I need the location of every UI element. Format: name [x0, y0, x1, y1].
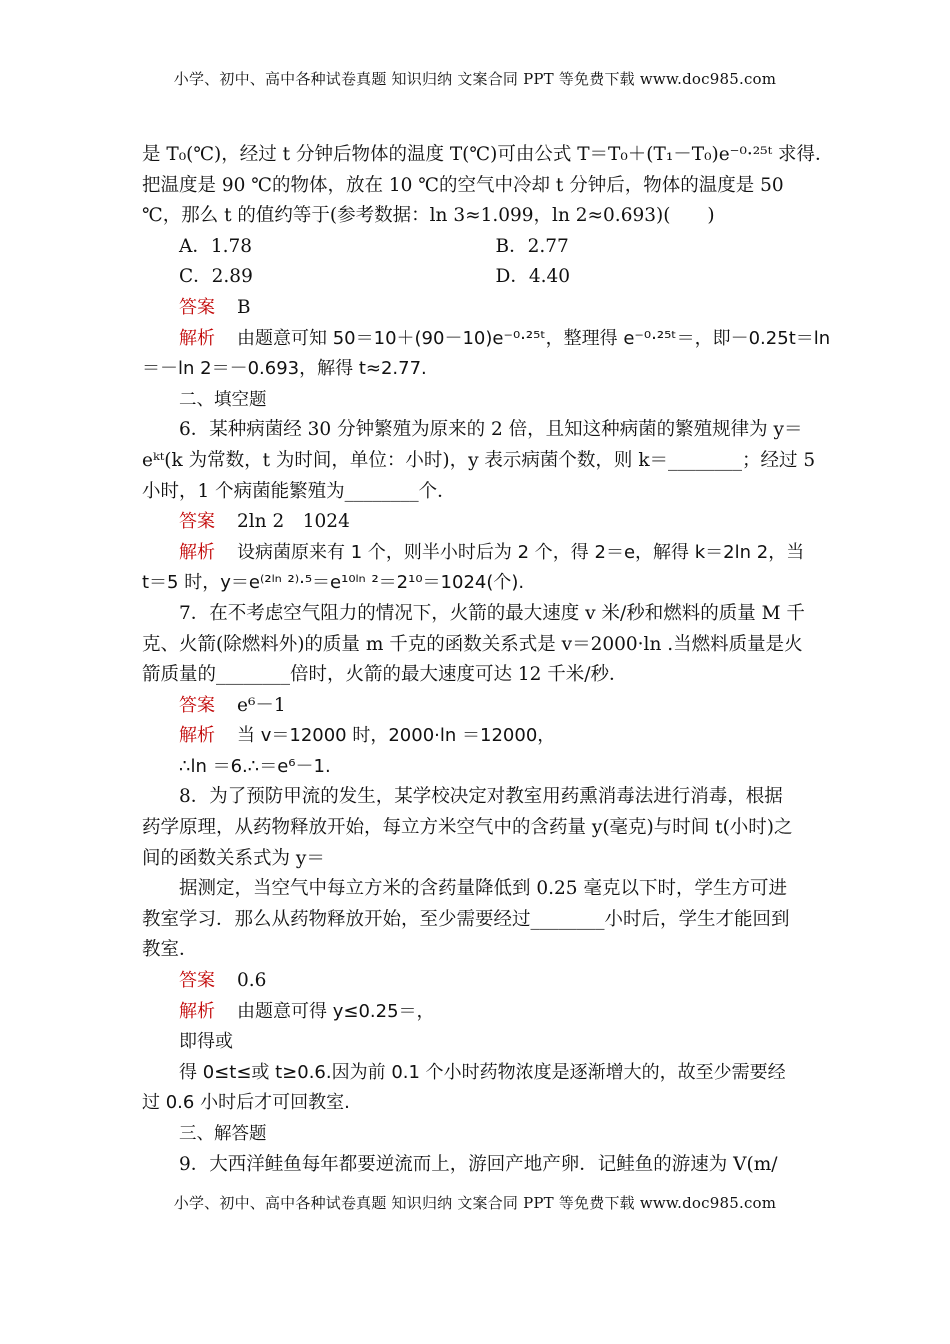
q5-option-b: B．2.77 — [495, 235, 569, 257]
q7-line-2: 克、火箭(除燃料外)的质量 m 千克的函数关系式是 v＝2000·ln .当燃料质量是火 — [142, 633, 803, 655]
q8-analysis-text-2: 即得或 — [179, 1031, 233, 1053]
answer-label: 答案 — [179, 511, 215, 533]
q7-analysis-text-2: ∴ln ＝6.∴＝e⁶－1. — [179, 755, 331, 777]
q9-line-1: 9．大西洋鲑鱼每年都要逆流而上，游回产地产卵．记鲑鱼的游速为 V(m/ — [179, 1153, 778, 1175]
q7-analysis — [142, 721, 812, 752]
q8-line-6: 教室． — [142, 939, 198, 961]
q6-analysis-text-2: t＝5 时，y＝e⁽²ˡⁿ ²⁾·⁵＝e¹⁰ˡⁿ ²＝2¹⁰＝1024(个). — [142, 572, 525, 594]
section-solve: 三、解答题 — [179, 1124, 267, 1144]
q5-line-1: 是 T₀(℃)，经过 t 分钟后物体的温度 T(℃)可由公式 T＝T₀＋(T₁－T₀)e⁻⁰·²⁵ᵗ 求得． — [142, 144, 834, 165]
q5-answer — [142, 293, 812, 324]
q8-line-4: 据测定，当空气中每立方米的含药量降低到 0.25 毫克以下时，学生方可进 — [179, 878, 787, 900]
q5-answer-value: B — [237, 296, 251, 318]
q8-answer-value: 0.6 — [237, 970, 267, 992]
q8-answer — [142, 966, 812, 997]
analysis-label: 解析 — [179, 1000, 215, 1022]
q8-analysis-text-3: 得 0≤t≤或 t≥0.6.因为前 0.1 个小时药物浓度是逐渐增大的，故至少需要经 — [179, 1061, 786, 1083]
analysis-label: 解析 — [179, 327, 215, 349]
q8-line-2: 药学原理，从药物释放开始，每立方米空气中的含药量 y(毫克)与时间 t(小时)之 — [142, 817, 793, 839]
q5-line-2: 把温度是 90 ℃的物体，放在 10 ℃的空气中冷却 t 分钟后，物体的温度是 50 — [142, 174, 784, 196]
q5-options-row-2 — [142, 262, 812, 293]
page-footer: 小学、初中、高中各种试卷真题 知识归纳 文案合同 PPT 等免费下载 www.doc985.com — [173, 1194, 777, 1212]
q6-answer — [142, 507, 812, 538]
q8-line-1: 8．为了预防甲流的发生，某学校决定对教室用药熏消毒法进行消毒，根据 — [179, 786, 783, 808]
q6-line-3: 小时，1 个病菌能繁殖为________个． — [142, 480, 456, 502]
q8-line-5: 教室学习．那么从药物释放开始，至少需要经过________小时后，学生才能回到 — [142, 908, 790, 930]
q6-line-2: eᵏᵗ(k 为常数，t 为时间，单位：小时)，y 表示病菌个数，则 k＝________；经过 5 — [142, 449, 816, 471]
q6-line-1: 6．某种病菌经 30 分钟繁殖为原来的 2 倍，且知这种病菌的繁殖规律为 y＝ — [179, 419, 803, 441]
analysis-label: 解析 — [179, 725, 215, 747]
q7-answer — [142, 691, 812, 722]
q8-analysis — [142, 997, 812, 1028]
q5-analysis-text-1: 由题意可知 50＝10＋(90－10)e⁻⁰·²⁵ᵗ，整理得 e⁻⁰·²⁵ᵗ＝，即－0.25t＝ln — [237, 327, 831, 349]
q8-analysis-text-1: 由题意可得 y≤0.25＝， — [237, 1000, 435, 1022]
page-header: 小学、初中、高中各种试卷真题 知识归纳 文案合同 PPT 等免费下载 www.doc985.com — [173, 70, 777, 88]
q5-options-row-1 — [142, 232, 812, 263]
q5-analysis — [142, 324, 831, 355]
q7-answer-value: e⁶－1 — [237, 694, 286, 716]
answer-label: 答案 — [179, 296, 215, 318]
q6-answer-value: 2ln 2 1024 — [237, 511, 350, 533]
answer-label: 答案 — [179, 694, 215, 716]
q8-line-3: 间的函数关系式为 y＝ — [142, 847, 325, 869]
q7-line-3: 箭质量的________倍时，火箭的最大速度可达 12 千米/秒． — [142, 664, 628, 686]
document-body — [142, 140, 834, 1180]
answer-label: 答案 — [179, 970, 215, 992]
q7-line-1: 7．在不考虑空气阻力的情况下，火箭的最大速度 v 米/秒和燃料的质量 M 千 — [179, 602, 805, 624]
analysis-label: 解析 — [179, 541, 215, 563]
q7-analysis-text-1: 当 v＝12000 时，2000·ln ＝12000， — [237, 725, 556, 747]
section-fill-in: 二、填空题 — [179, 389, 267, 410]
q5-analysis-text-2: ＝－ln 2＝－0.693，解得 t≈2.77. — [142, 358, 427, 380]
q5-line-3: ℃，那么 t 的值约等于(参考数据：ln 3≈1.099，ln 2≈0.693)( ) — [142, 205, 715, 227]
q5-option-d: D．4.40 — [495, 266, 571, 288]
q8-analysis-text-4: 过 0.6 小时后才可回教室. — [142, 1092, 350, 1114]
q6-analysis-text-1: 设病菌原来有 1 个，则半小时后为 2 个，得 2＝e，解得 k＝2ln 2，当 — [237, 541, 805, 563]
q6-analysis — [142, 538, 812, 569]
q5-option-a: A．1.78 — [179, 235, 253, 257]
q5-option-c: C．2.89 — [179, 266, 253, 288]
